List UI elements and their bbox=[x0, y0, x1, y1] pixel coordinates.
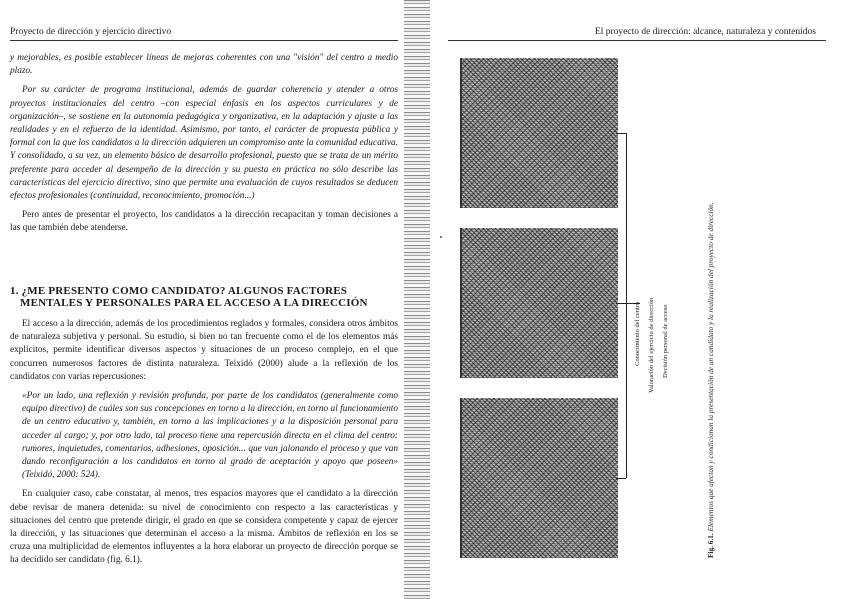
scan-speck bbox=[440, 236, 442, 238]
bracket-stub-1 bbox=[616, 133, 626, 134]
header-rule-left bbox=[10, 40, 398, 41]
paragraph-3: Pero antes de presentar el proyecto, los candidatos a la dirección recapacitan y toman decisiones a las que también debe atenderse. bbox=[10, 210, 398, 234]
paragraph-2: Por su carácter de programa institucional, además de guardar coherencia y atender a otros proyectos institucionales del centro –con especial énfasis en los aspectos curriculares y de organización–, se sostiene en la autonomía pedagógica y organizativa, en la adaptación y ajuste a las realidades y en el refuerzo de la identidad. Asimismo, por tanto, el carácter de propuesta pública y formal con la que los candidatos a la dirección adquieren un compromiso ante la comunidad educativa. Y consolidado, a su vez, un elemento básico de desarrollo profesional, puesto que se trata de un mérito preferente para acceder al desempeño de la dirección y su puesta en práctica no sólo describe las características del ejercicio directivo, sino que permite una evaluación de cuyos resultados se deducen efectos profesionales (continuidad, reconocimiento, promoción...) bbox=[10, 85, 398, 202]
figure-image-block-1 bbox=[460, 58, 618, 208]
bracket-stub-3 bbox=[616, 478, 626, 479]
figure-image-block-3 bbox=[460, 398, 618, 558]
section-heading-line-1: 1. ¿ME PRESENTO COMO CANDIDATO? ALGUNOS FACTORES bbox=[10, 285, 348, 297]
body-text-bottom bbox=[10, 318, 398, 568]
figure-caption bbox=[706, 202, 715, 558]
bracket-vertical bbox=[626, 133, 627, 478]
figure-caption-text: Elementos que afectan y condicionan la presentación de un candidato y la realización del proyecto de dirección. bbox=[706, 202, 715, 532]
section-heading bbox=[10, 285, 398, 309]
figure-image-block-2 bbox=[460, 228, 618, 378]
right-page bbox=[420, 0, 848, 599]
header-rule-right bbox=[448, 40, 826, 41]
body-text-top bbox=[10, 52, 398, 236]
left-page bbox=[0, 0, 410, 599]
paragraph-5: En cualquier caso, cabe constatar, al menos, tres espacios mayores que el candidato a la dirección debe revisar de manera detenida: su nivel de conocimiento con respecto a las características y situaciones del centro que pretende dirigir, el grado en que se considera competente y capaz de ejercer la dirección, y las situaciones que determinan el acceso a la misma. Ámbitos de reflexión en los se cruza una multiplicidad de elementos influyentes a la hora elaborar un proyecto de dirección porque se ha decidido ser candidato (fig. 6.1). bbox=[10, 489, 398, 566]
section-heading-line-2: MENTALES Y PERSONALES PARA EL ACCESO A LA DIRECCIÓN bbox=[20, 297, 368, 309]
figure-caption-number: Fig. 6.1. bbox=[706, 533, 715, 558]
figure-label-3: Decisión personal de acceso bbox=[662, 304, 669, 378]
block-quote: «Por un lado, una reflexión y revisión profunda, por parte de los candidatos (generalmente como equipo directivo) de cuáles son sus concepciones en torno a la dirección, en torno al funcionamiento de un centro educativo y, también, en torno a las implicaciones y a la disposición personal para acceder al cargo; y, por otro lado, tal proceso tiene una repercusión directa en el clima del centro: rumores, inquietudes, comentarios, adhesiones, oposición... que van jalonando el proceso y que van dando reconfiguración a los candidatos en torno al grado de aceptación y apoyo que poseen» (Teixidó, 2000: 524). bbox=[22, 391, 398, 481]
figure-label-1: Conocimiento del centro bbox=[634, 301, 641, 366]
paragraph-1: y mejorables, es posible establecer líneas de mejoras coherentes con una "visión" del centro a medio plazo. bbox=[10, 53, 398, 77]
figure-6-1 bbox=[448, 48, 748, 578]
figure-label-2: Valoración del ejercicio de dirección bbox=[648, 297, 655, 393]
paragraph-4: El acceso a la dirección, además de los procedimientos reglados y formales, considera otros ámbitos de naturaleza subjetiva y personal. Su estudio, si bien no tan frecuente como el de los elementos más explícitos, permite identificar diversos aspectos y situaciones de un proceso complejo, en el que concurren numerosos factores de distinta naturaleza. Teixidó (2000) alude a la reflexión de los candidatos con varias repercusiones: bbox=[10, 319, 398, 382]
running-head-left: Proyecto de dirección y ejercicio directivo bbox=[10, 27, 172, 37]
running-head-right: El proyecto de dirección: alcance, naturaleza y contenidos bbox=[594, 27, 816, 37]
